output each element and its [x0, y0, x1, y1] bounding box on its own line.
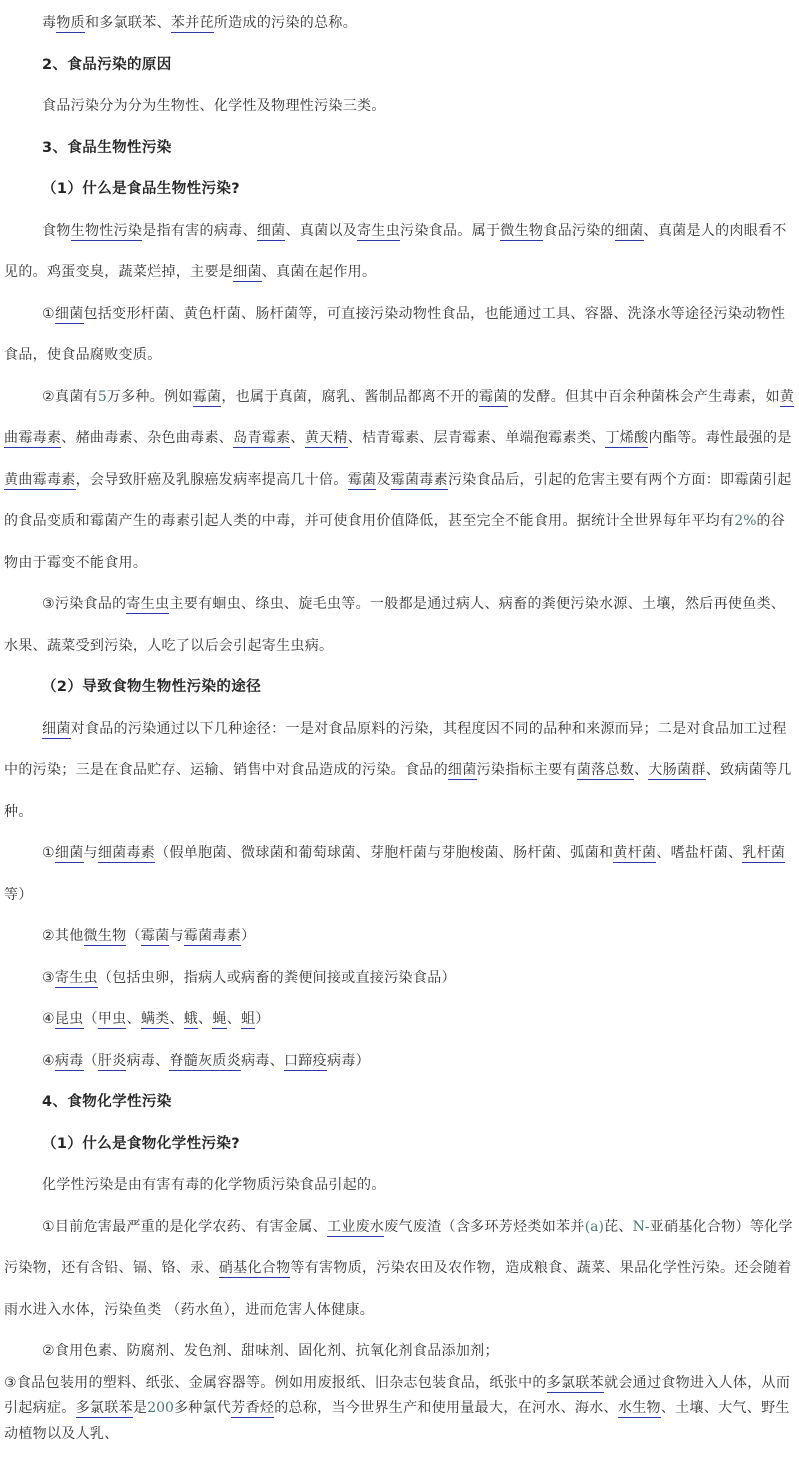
section-heading-4: （2）导致食物生物性污染的途径 — [42, 679, 262, 695]
text-run: 与 — [169, 928, 184, 944]
text-run: 及 — [376, 471, 391, 488]
text-run: ） — [255, 1011, 270, 1027]
paragraph-9 — [4, 916, 795, 958]
text-run: 、真菌以及 — [285, 222, 358, 239]
section-heading-6: （1）什么是食物化学性污染? — [42, 1135, 241, 1152]
text-run: 芘、 — [604, 1218, 633, 1235]
text-run: （包括虫卵，指病人或病畜的粪便间接或直接污染食品） — [97, 969, 456, 986]
entry-link[interactable] — [98, 1053, 127, 1071]
text-run: 寄生虫 — [54, 969, 98, 986]
paragraph-4 — [4, 294, 795, 377]
text-run: 细菌 — [54, 305, 84, 322]
text-run: 岛青霉素 — [233, 430, 291, 446]
text-run: 菌落总数 — [576, 762, 635, 778]
text-run: 硝基化合物 — [218, 1260, 291, 1276]
text-run: ②真菌有 — [42, 388, 98, 405]
entry-link[interactable] — [605, 430, 648, 448]
text-run: 、致病菌等几种。 — [4, 762, 792, 820]
text-run: 黄天精 — [304, 430, 348, 446]
text-run: 细菌 — [233, 264, 262, 280]
entry-link[interactable] — [500, 223, 543, 241]
text-run: 病毒） — [327, 1052, 370, 1069]
text-run: 就会通过食物进入人体，从而引起病症。 — [4, 1374, 791, 1417]
text-run: 细菌 — [42, 720, 71, 737]
paragraph-15 — [4, 1331, 795, 1373]
section-heading-1: 2、食品污染的原因 — [42, 56, 172, 73]
entry-link[interactable] — [55, 970, 98, 988]
entry-link[interactable] — [327, 1219, 384, 1237]
text-run: 对食品的污染通过以下几种途径：一是对食品原料的污染，其程度因不同的品种和来源而异；二是对食品加工过程中的污染；三是在食品贮存、运输、销售中对食品造成的污染。食品的 — [4, 720, 787, 778]
text-run: ） — [241, 928, 256, 944]
text-run: 霉菌 — [140, 928, 170, 944]
paragraph-14 — [4, 1207, 795, 1332]
text-run: 霉菌 — [192, 388, 222, 405]
text-run: （ — [83, 1011, 98, 1027]
latin-text-run: (a) — [584, 1218, 604, 1235]
text-run: 是 — [132, 1400, 148, 1417]
text-run: 乳杆菌 — [742, 845, 786, 861]
text-run: 大肠菌群 — [648, 762, 706, 778]
entry-link[interactable] — [98, 845, 155, 863]
text-run: 、 — [634, 762, 649, 778]
entry-link[interactable] — [348, 472, 377, 490]
text-run: 和多氯联苯、 — [84, 15, 171, 31]
entry-link[interactable] — [212, 1011, 226, 1029]
text-run: 生物性污染 — [70, 222, 143, 239]
text-run: 、土壤、大气、野生动植物以及人乳、 — [4, 1400, 790, 1443]
text-run: 废气废渣（含多环芳烃类如苯并 — [384, 1218, 585, 1235]
text-run: 蝇 — [212, 1011, 227, 1027]
text-run: 蛾 — [183, 1011, 199, 1027]
entry-link[interactable] — [305, 430, 348, 448]
text-run: 芳香烃 — [231, 1400, 275, 1417]
text-run: 苯并芘 — [170, 15, 214, 31]
text-run: 多氯联苯 — [75, 1400, 133, 1417]
entry-link[interactable] — [169, 1053, 241, 1071]
text-run: 所造成的污染的总称。 — [213, 15, 358, 31]
text-run: 毒 — [42, 15, 57, 31]
entry-link[interactable] — [231, 1400, 274, 1418]
entry-link[interactable] — [141, 928, 170, 946]
entry-link[interactable] — [55, 1053, 84, 1071]
entry-link[interactable] — [615, 223, 644, 241]
text-run: 霉菌毒素 — [183, 928, 242, 944]
entry-link[interactable] — [448, 762, 477, 780]
text-run: ① — [42, 305, 55, 322]
entry-link[interactable] — [193, 389, 222, 407]
text-run: 、赭曲毒素、杂色曲毒素、 — [61, 430, 234, 446]
entry-link[interactable] — [241, 1011, 255, 1029]
entry-link[interactable] — [55, 845, 84, 863]
text-run: ②食用色素、防腐剂、发色剂、甜味剂、固化剂、抗氧化剂食品添加剂； — [42, 1343, 499, 1359]
text-run: 、真菌是人的肉眼看不见的。鸡蛋变臭，蔬菜烂掉，主要是 — [4, 222, 787, 280]
entry-link[interactable] — [648, 762, 705, 780]
section-heading-5: 4、食物化学性污染 — [42, 1094, 172, 1110]
entry-link[interactable] — [742, 845, 785, 863]
text-run: 肝炎 — [97, 1052, 127, 1069]
latin-text-run: N- — [632, 1218, 650, 1235]
text-run: 的发酵。但其中百余种菌株会产生毒素，如 — [507, 388, 780, 405]
text-run: 与 — [83, 845, 98, 861]
paragraph-8 — [4, 833, 795, 916]
entry-link[interactable] — [184, 928, 241, 946]
entry-link[interactable] — [391, 472, 448, 490]
text-run: ④ — [42, 1011, 55, 1027]
text-run: 口蹄疫 — [284, 1052, 327, 1069]
text-run: （ — [126, 928, 141, 944]
paragraph-16 — [4, 1371, 795, 1448]
text-run: 寄生虫 — [126, 596, 170, 612]
text-run: 病毒 — [54, 1052, 84, 1069]
text-run: 的谷物由于霉变不能食用。 — [4, 513, 786, 571]
paragraph-5 — [4, 377, 795, 585]
paragraph-7 — [4, 709, 795, 834]
text-run: 食品污染分为分为生物性、化学性及物理性污染三类。 — [42, 98, 386, 114]
text-run: 、桔青霉素、层青霉素、单端孢霉素类、 — [347, 430, 606, 446]
text-run: 、真菌在起作用。 — [261, 264, 377, 280]
text-run: ，也属于真菌，腐乳、酱制品都离不开的 — [221, 388, 480, 405]
text-run: 霉菌 — [347, 471, 377, 488]
paragraph-6 — [4, 584, 795, 667]
text-run: ④ — [42, 1052, 55, 1069]
text-run: ③食品包装用的塑料、纸张、金属容器等。例如用废报纸、旧杂志包装食品，纸张中的 — [4, 1374, 547, 1391]
text-run: 蛆 — [241, 1011, 256, 1027]
paragraph-3 — [4, 211, 795, 294]
text-run: 万多种。例如 — [106, 388, 193, 405]
text-run: 内酯等。毒性最强的是 — [648, 430, 792, 446]
text-run: 霉菌 — [479, 388, 508, 405]
entry-link[interactable] — [171, 15, 214, 33]
entry-link[interactable] — [56, 15, 85, 33]
text-run: 等有害物质，污染农田及农作物，造成粮食、蔬菜、果品化学性污染。还会随着雨水进入水体，污染鱼类 （药水鱼），进而危害人体健康。 — [4, 1260, 792, 1318]
text-run: 等） — [4, 886, 33, 903]
entry-link[interactable] — [618, 1400, 661, 1418]
text-run: 细菌 — [614, 222, 644, 239]
entry-link[interactable] — [613, 845, 656, 863]
text-run: 病毒、 — [126, 1052, 170, 1069]
latin-text-run: 2% — [734, 513, 757, 529]
latin-text-run: 200 — [147, 1400, 174, 1417]
entry-link[interactable] — [141, 1011, 170, 1029]
text-run: 污染食品。属于 — [400, 222, 501, 239]
entry-link[interactable] — [357, 223, 400, 241]
entry-link[interactable] — [219, 1260, 291, 1278]
text-run: 多种氯代 — [173, 1400, 232, 1417]
text-run: （ — [83, 1052, 98, 1069]
entry-link[interactable] — [257, 223, 286, 241]
text-run: 微生物 — [500, 222, 544, 239]
text-run: 食品污染的 — [543, 222, 615, 239]
text-run: ① — [42, 845, 55, 861]
text-run: 主要有蛔虫、绦虫、旋毛虫等。一般都是通过病人、病畜的粪便污染水源、土壤，然后再使鱼类、水果、蔬菜受到污染，人吃了以后会引起寄生虫病。 — [4, 596, 786, 654]
text-run: 细菌 — [54, 845, 84, 861]
entry-link[interactable] — [479, 389, 508, 407]
paragraph-12 — [4, 1041, 795, 1083]
text-run: 、 — [169, 1011, 184, 1027]
entry-link[interactable] — [55, 1011, 84, 1029]
text-run: 多氯联苯 — [546, 1374, 604, 1391]
paragraph-11 — [4, 999, 795, 1041]
entry-link[interactable] — [233, 430, 290, 448]
text-run: 黄曲霉毒素 — [4, 388, 795, 446]
text-run: 丁烯酸 — [605, 430, 649, 446]
text-run: 污染指标主要有 — [476, 762, 577, 778]
text-run: 、 — [290, 430, 305, 446]
text-run: 昆虫 — [54, 1011, 84, 1027]
entry-link[interactable] — [233, 264, 262, 282]
text-run: 细菌 — [447, 762, 477, 778]
latin-text-run: 5 — [97, 388, 107, 405]
entry-link[interactable] — [84, 928, 127, 946]
entry-link[interactable] — [71, 223, 143, 241]
entry-link[interactable] — [98, 1011, 127, 1029]
text-run: 污染食品后，引起的危害主要有两个方面：即霉菌引起的食品变质和霉菌产生的毒素引起人类的中毒，并可使食用价值降低，甚至完全不能食用。据统计全世界每年平均有 — [4, 471, 792, 529]
paragraph-1 — [4, 3, 795, 45]
text-run: 、 — [126, 1011, 141, 1027]
text-run: 包括变形杆菌、黄色杆菌、肠杆菌等，可直接污染动物性食品，也能通过工具、容器、洗涤水等途径污染动物性食品，使食品腐败变质。 — [4, 305, 786, 363]
entry-link[interactable] — [4, 472, 76, 490]
text-run: 霉菌毒素 — [390, 471, 448, 488]
text-run: 亚硝基化合物）等化学污染物，还有含铅、镉、铬、汞、 — [4, 1218, 793, 1276]
text-run: ③污染食品的 — [42, 596, 127, 612]
entry-link[interactable] — [284, 1053, 327, 1071]
entry-link[interactable] — [126, 596, 169, 614]
entry-link[interactable] — [184, 1011, 198, 1029]
text-run: （假单胞菌、微球菌和葡萄球菌、芽胞杆菌与芽胞梭菌、肠杆菌、弧菌和 — [155, 845, 614, 861]
text-run: 、嗜盐杆菌、 — [656, 845, 743, 861]
text-run: ②其他 — [42, 928, 84, 944]
entry-link[interactable] — [547, 1375, 604, 1393]
text-run: 黄曲霉毒素 — [4, 471, 76, 488]
text-run: 工业废水 — [326, 1218, 385, 1235]
entry-link[interactable] — [577, 762, 634, 780]
text-run: 化学性污染是由有害有毒的化学物质污染食品引起的。 — [42, 1177, 386, 1193]
text-run: 是指有害的病毒、 — [142, 222, 257, 239]
text-run: 、 — [226, 1011, 242, 1027]
section-heading-3: （1）什么是食品生物性污染? — [42, 181, 241, 197]
text-run: ，会导致肝癌及乳腺癌发病率提高几十倍。 — [75, 471, 348, 488]
paragraph-2 — [4, 86, 795, 128]
text-run: ③ — [42, 969, 55, 986]
text-run: 黄杆菌 — [613, 845, 657, 861]
paragraph-10 — [4, 958, 795, 1000]
text-run: 寄生虫 — [357, 222, 401, 239]
text-run: ①目前危害最严重的是化学农药、有害金属、 — [42, 1218, 327, 1235]
text-run: 细菌 — [256, 222, 286, 239]
paragraph-13 — [4, 1165, 795, 1207]
text-run: 细菌毒素 — [97, 845, 156, 861]
text-run: 物质 — [56, 15, 85, 31]
text-run: 、 — [198, 1011, 213, 1027]
text-run: 螨类 — [140, 1011, 170, 1027]
text-run: 甲虫 — [97, 1011, 127, 1027]
entry-link[interactable] — [55, 306, 84, 324]
section-heading-2: 3、食品生物性污染 — [42, 139, 172, 156]
text-run: 脊髓灰质炎 — [169, 1052, 242, 1069]
text-run: 微生物 — [83, 928, 127, 944]
entry-link[interactable] — [76, 1400, 133, 1418]
text-run: 水生物 — [617, 1400, 661, 1417]
text-run: 的总称，当今世界生产和使用量最大，在河水、海水、 — [274, 1400, 618, 1417]
text-run: 食物 — [42, 222, 71, 239]
entry-link[interactable] — [42, 721, 71, 739]
text-run: 病毒、 — [241, 1052, 285, 1069]
